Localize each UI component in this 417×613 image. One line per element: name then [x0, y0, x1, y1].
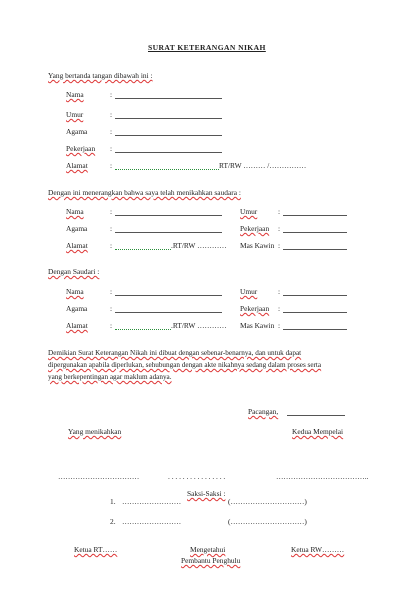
groom-name-label: Nama	[66, 207, 84, 216]
signer-address-colon: :	[110, 161, 113, 170]
officiant-signature-dots[interactable]: ……………………………	[58, 472, 140, 481]
signer-age-line[interactable]	[115, 118, 222, 119]
signer-rt-rw: RT/RW ……… /……………	[219, 161, 307, 170]
rw-head-label: Ketua RW………	[291, 545, 345, 554]
signer-job-colon: :	[110, 144, 113, 153]
document-title: SURAT KETERANGAN NIKAH	[148, 43, 266, 52]
groom-religion-line[interactable]	[115, 232, 222, 233]
witness-2-signature[interactable]: (…………………………)	[228, 517, 307, 526]
bride-address-label: Alamat	[66, 321, 88, 330]
groom-dowry-label: Mas Kawin	[240, 241, 275, 250]
bride-job-colon: :	[278, 304, 281, 313]
groom-job-label: Pekerjaan	[240, 224, 270, 233]
bride-name-line[interactable]	[115, 295, 222, 296]
bride-religion-colon: :	[110, 304, 113, 313]
groom-job-colon: :	[278, 224, 281, 233]
bride-intro: Dengan Saudari :	[48, 267, 100, 276]
witness-2-number: 2.	[110, 517, 116, 526]
groom-address-label: Alamat	[66, 241, 88, 250]
groom-name-line[interactable]	[115, 215, 222, 216]
bride-job-line[interactable]	[283, 312, 347, 313]
couple-label: Kedua Mempelai	[292, 427, 344, 436]
closing-line-1: Demikian Surat Keterangan Nikah ini dibuat dengan sebenar-benarnya, dan untuk dapat	[48, 349, 302, 357]
signer-address-label: Alamat	[66, 161, 88, 170]
bride-address-colon: :	[110, 321, 113, 330]
date-line[interactable]	[287, 415, 345, 416]
signer-name-label: Nama	[66, 90, 84, 99]
groom-address-line[interactable]	[115, 249, 171, 250]
signer-address-line[interactable]	[115, 169, 219, 170]
witness-2-name-dots[interactable]: ……………………	[122, 517, 182, 526]
groom-age-label: Umur	[240, 207, 258, 216]
groom-age-line[interactable]	[283, 215, 347, 216]
signer-job-line[interactable]	[115, 152, 222, 153]
closing-line-2: dipergunakan apabila diperlukan, sehubungan dengan akte nikahnya sedang dalam proses serta	[48, 361, 322, 369]
signer-name-colon: :	[110, 90, 113, 99]
groom-dowry-line[interactable]	[283, 249, 347, 250]
groom-intro: Dengan ini menerangkan bahwa saya telah menikahkan saudara :	[48, 188, 241, 197]
bride-religion-label: Agama	[66, 304, 88, 313]
signer-religion-colon: :	[110, 127, 113, 136]
groom-religion-label: Agama	[66, 224, 88, 233]
signer-name-line[interactable]	[115, 98, 222, 99]
closing-line-3: yang berkepentingan agar maklum adanya.	[48, 373, 172, 381]
bride-age-line[interactable]	[283, 295, 347, 296]
bride-dowry-colon: :	[278, 321, 281, 330]
groom-rt-rw: .RT/RW …………	[171, 241, 227, 250]
witness-1-signature[interactable]: (…………………………)	[228, 497, 307, 506]
bride-address-line[interactable]	[115, 329, 171, 330]
signer-age-label: Umur	[66, 110, 84, 119]
groom-name-colon: :	[110, 207, 113, 216]
bride-name-label: Nama	[66, 287, 84, 296]
bride-dowry-line[interactable]	[283, 329, 347, 330]
officiant-label: Yang menikahkan	[68, 427, 122, 436]
rt-head-label: Ketua RT……	[74, 545, 118, 554]
signer-religion-label: Agama	[66, 127, 88, 136]
place-date-label: Pacangan,	[248, 407, 279, 416]
signer-job-label: Pekerjaan	[66, 144, 96, 153]
groom-signature-dots[interactable]: . . . . . . . . . . . . . . . .	[168, 472, 226, 481]
assistant-registrar-label: Pembantu Penghulu	[181, 556, 241, 565]
groom-job-line[interactable]	[283, 232, 347, 233]
bride-age-colon: :	[278, 287, 281, 296]
witness-1-number: 1.	[110, 497, 116, 506]
bride-religion-line[interactable]	[115, 312, 222, 313]
groom-religion-colon: :	[110, 224, 113, 233]
bride-signature-dots[interactable]: ………………………………..	[276, 472, 369, 481]
bride-job-label: Pekerjaan	[240, 304, 270, 313]
bride-name-colon: :	[110, 287, 113, 296]
bride-age-label: Umur	[240, 287, 258, 296]
groom-age-colon: :	[278, 207, 281, 216]
bride-rt-rw: .RT/RW …………	[171, 321, 227, 330]
signer-religion-line[interactable]	[115, 135, 222, 136]
acknowledged-label: Mengetahui	[190, 545, 226, 554]
bride-dowry-label: Mas Kawin	[240, 321, 275, 330]
groom-dowry-colon: :	[278, 241, 281, 250]
witnesses-label: Saksi-Saksi :	[187, 489, 226, 498]
groom-address-colon: :	[110, 241, 113, 250]
signer-intro: Yang bertanda tangan dibawah ini :	[48, 71, 153, 80]
witness-1-name-dots[interactable]: ……………………	[122, 497, 182, 506]
signer-age-colon: :	[110, 110, 113, 119]
